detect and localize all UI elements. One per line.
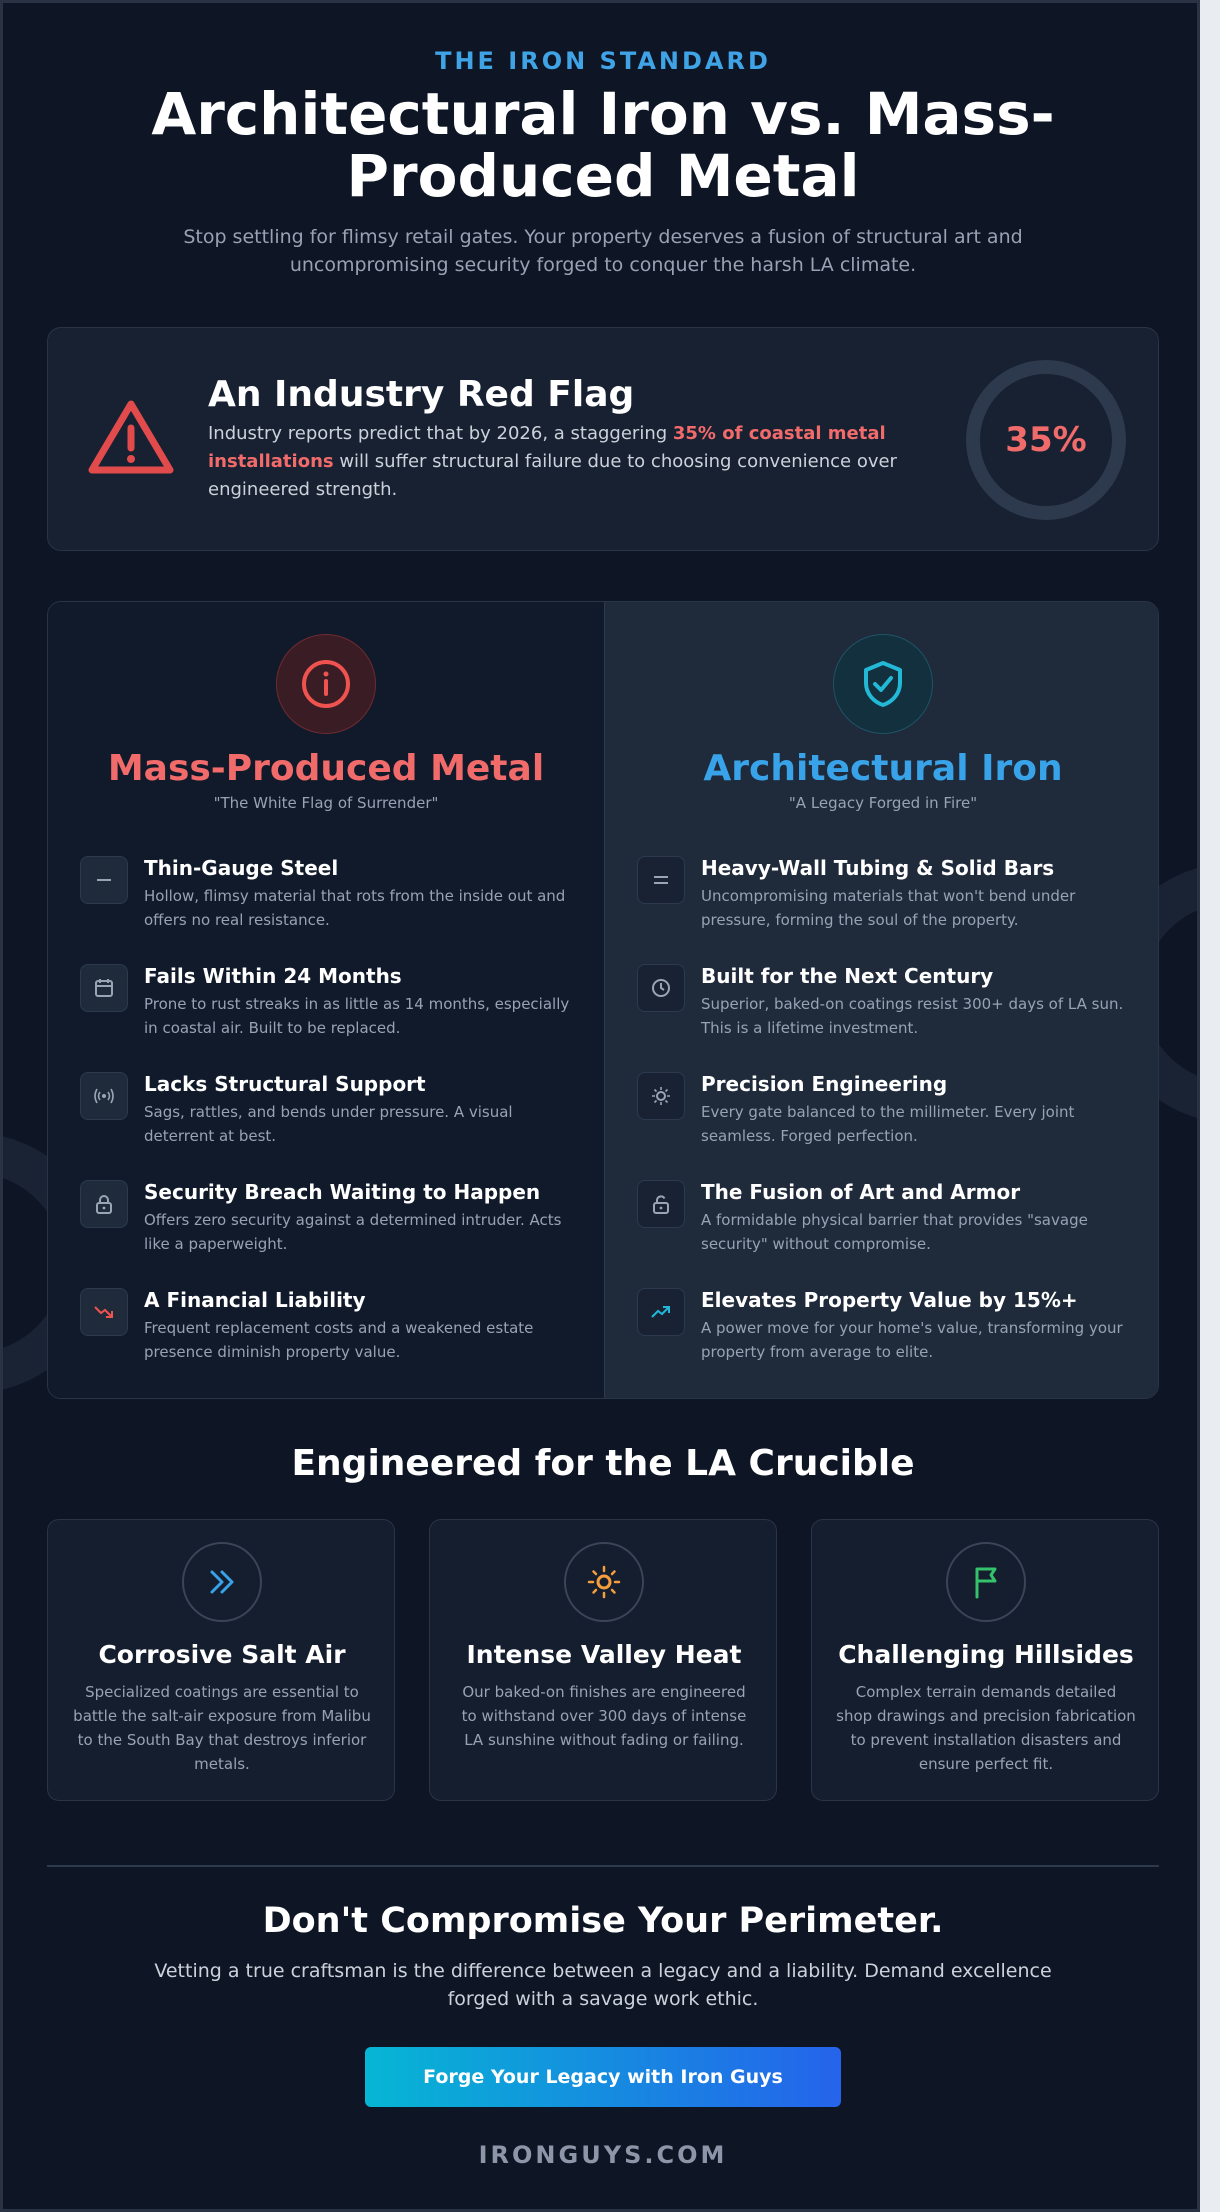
- stat-ring: [966, 360, 1126, 520]
- vibration-icon: [80, 1072, 128, 1120]
- clock-icon: [637, 964, 685, 1012]
- page-edge: [1200, 0, 1220, 2212]
- cta-text: Vetting a true craftsman is the difference between a legacy and a liability. Demand excellence forged with a savage work ethic.: [154, 1960, 1052, 2010]
- unlock-icon: [637, 1180, 685, 1228]
- item-title: Fails Within 24 Months: [144, 964, 402, 988]
- page-subtitle: Stop settling for flimsy retail gates. Your property deserves a fusion of structural art and uncompromising security forged to conquer the harsh LA climate.: [183, 226, 1023, 276]
- item-title: Thin-Gauge Steel: [144, 856, 339, 880]
- card-title: Corrosive Salt Air: [98, 1640, 346, 1669]
- red-flag-title: An Industry Red Flag: [208, 374, 635, 415]
- architectural-tagline: "A Legacy Forged in Fire": [788, 794, 978, 812]
- cta-button[interactable]: Forge Your Legacy with Iron Guys: [365, 2047, 841, 2107]
- stat-value: 35%: [1005, 420, 1087, 460]
- card-title: Intense Valley Heat: [466, 1640, 742, 1669]
- eyebrow: THE IRON STANDARD: [435, 47, 771, 75]
- page-title: Architectural Iron vs. Mass-Produced Metal: [151, 80, 1055, 210]
- item-desc: A power move for your home's value, transforming your property from average to elite.: [701, 1319, 1123, 1361]
- climate-card: [429, 1519, 777, 1801]
- item-title: Precision Engineering: [701, 1072, 948, 1096]
- climate-section-title: Engineered for the LA Crucible: [291, 1443, 915, 1484]
- list-item: [80, 856, 580, 946]
- warning-icon: [86, 398, 176, 478]
- site-url[interactable]: IRONGUYS.COM: [478, 2141, 728, 2169]
- item-desc: Every gate balanced to the millimeter. Every joint seamless. Forged perfection.: [701, 1103, 1075, 1145]
- card-desc: Complex terrain demands detailed shop drawings and precision fabrication to prevent installation disasters and ensure perfect fit.: [836, 1683, 1136, 1773]
- mass-produced-column: [48, 602, 604, 1399]
- comparison-panel: [47, 601, 1159, 1399]
- item-desc: Frequent replacement costs and a weakened estate presence diminish property value.: [144, 1319, 534, 1361]
- item-desc: Hollow, flimsy material that rots from the inside out and offers no real resistance.: [144, 887, 566, 929]
- red-flag-panel: [47, 327, 1159, 551]
- climate-card: [47, 1519, 395, 1801]
- red-flag-text-start: Industry reports predict that by 2026, a staggering: [208, 423, 673, 444]
- sun-icon: [564, 1542, 644, 1622]
- trend-down-icon: [80, 1288, 128, 1336]
- item-desc: A formidable physical barrier that provides "savage security" without compromise.: [701, 1211, 1088, 1253]
- item-title: Built for the Next Century: [701, 964, 994, 988]
- item-title: The Fusion of Art and Armor: [701, 1180, 1021, 1204]
- list-item: [637, 856, 1137, 946]
- equals-icon: [637, 856, 685, 904]
- item-desc: Superior, baked-on coatings resist 300+ days of LA sun. This is a lifetime investment.: [701, 995, 1124, 1037]
- item-desc: Prone to rust streaks in as little as 14 months, especially in coastal air. Built to be replaced.: [144, 995, 570, 1037]
- list-item: [80, 1180, 580, 1270]
- card-title: Challenging Hillsides: [838, 1640, 1134, 1669]
- minus-icon: [80, 856, 128, 904]
- red-flag-highlight: 35% of coastal metal installations: [208, 423, 886, 472]
- info-icon: [276, 634, 376, 734]
- chevrons-right-icon: [182, 1542, 262, 1622]
- mass-produced-tagline: "The White Flag of Surrender": [213, 794, 439, 812]
- architectural-column: [604, 602, 1159, 1399]
- cta-title: Don't Compromise Your Perimeter.: [262, 1901, 944, 1941]
- list-item: [637, 1288, 1137, 1378]
- flag-icon: [946, 1542, 1026, 1622]
- list-item: [637, 1180, 1137, 1270]
- item-title: Elevates Property Value by 15%+: [701, 1288, 1078, 1312]
- item-title: Security Breach Waiting to Happen: [144, 1180, 541, 1204]
- trend-up-icon: [637, 1288, 685, 1336]
- list-item: [637, 964, 1137, 1054]
- item-title: Lacks Structural Support: [144, 1072, 426, 1096]
- item-title: A Financial Liability: [144, 1288, 366, 1312]
- card-desc: Specialized coatings are essential to battle the salt-air exposure from Malibu to the South Bay that destroys inferior metals.: [73, 1683, 371, 1773]
- shield-check-icon: [833, 634, 933, 734]
- climate-card: [811, 1519, 1159, 1801]
- list-item: [80, 964, 580, 1054]
- lock-icon: [80, 1180, 128, 1228]
- list-item: [80, 1072, 580, 1162]
- calendar-icon: [80, 964, 128, 1012]
- item-desc: Uncompromising materials that won't bend under pressure, forming the soul of the property.: [701, 887, 1076, 929]
- list-item: [80, 1288, 580, 1378]
- mass-produced-title: Mass-Produced Metal: [107, 748, 545, 789]
- divider: [47, 1865, 1159, 1867]
- card-desc: Our baked-on finishes are engineered to withstand over 300 days of intense LA sunshine without fading or failing.: [461, 1683, 747, 1749]
- item-desc: Sags, rattles, and bends under pressure. A visual deterrent at best.: [144, 1103, 513, 1145]
- chip-icon: [637, 1072, 685, 1120]
- item-desc: Offers zero security against a determined intruder. Acts like a paperweight.: [144, 1211, 562, 1253]
- list-item: [637, 1072, 1137, 1162]
- red-flag-text: [208, 420, 928, 504]
- item-title: Heavy-Wall Tubing & Solid Bars: [701, 856, 1055, 880]
- architectural-title: Architectural Iron: [703, 748, 1063, 789]
- red-flag-text-end: will suffer structural failure due to choosing convenience over engineered strength.: [208, 451, 897, 500]
